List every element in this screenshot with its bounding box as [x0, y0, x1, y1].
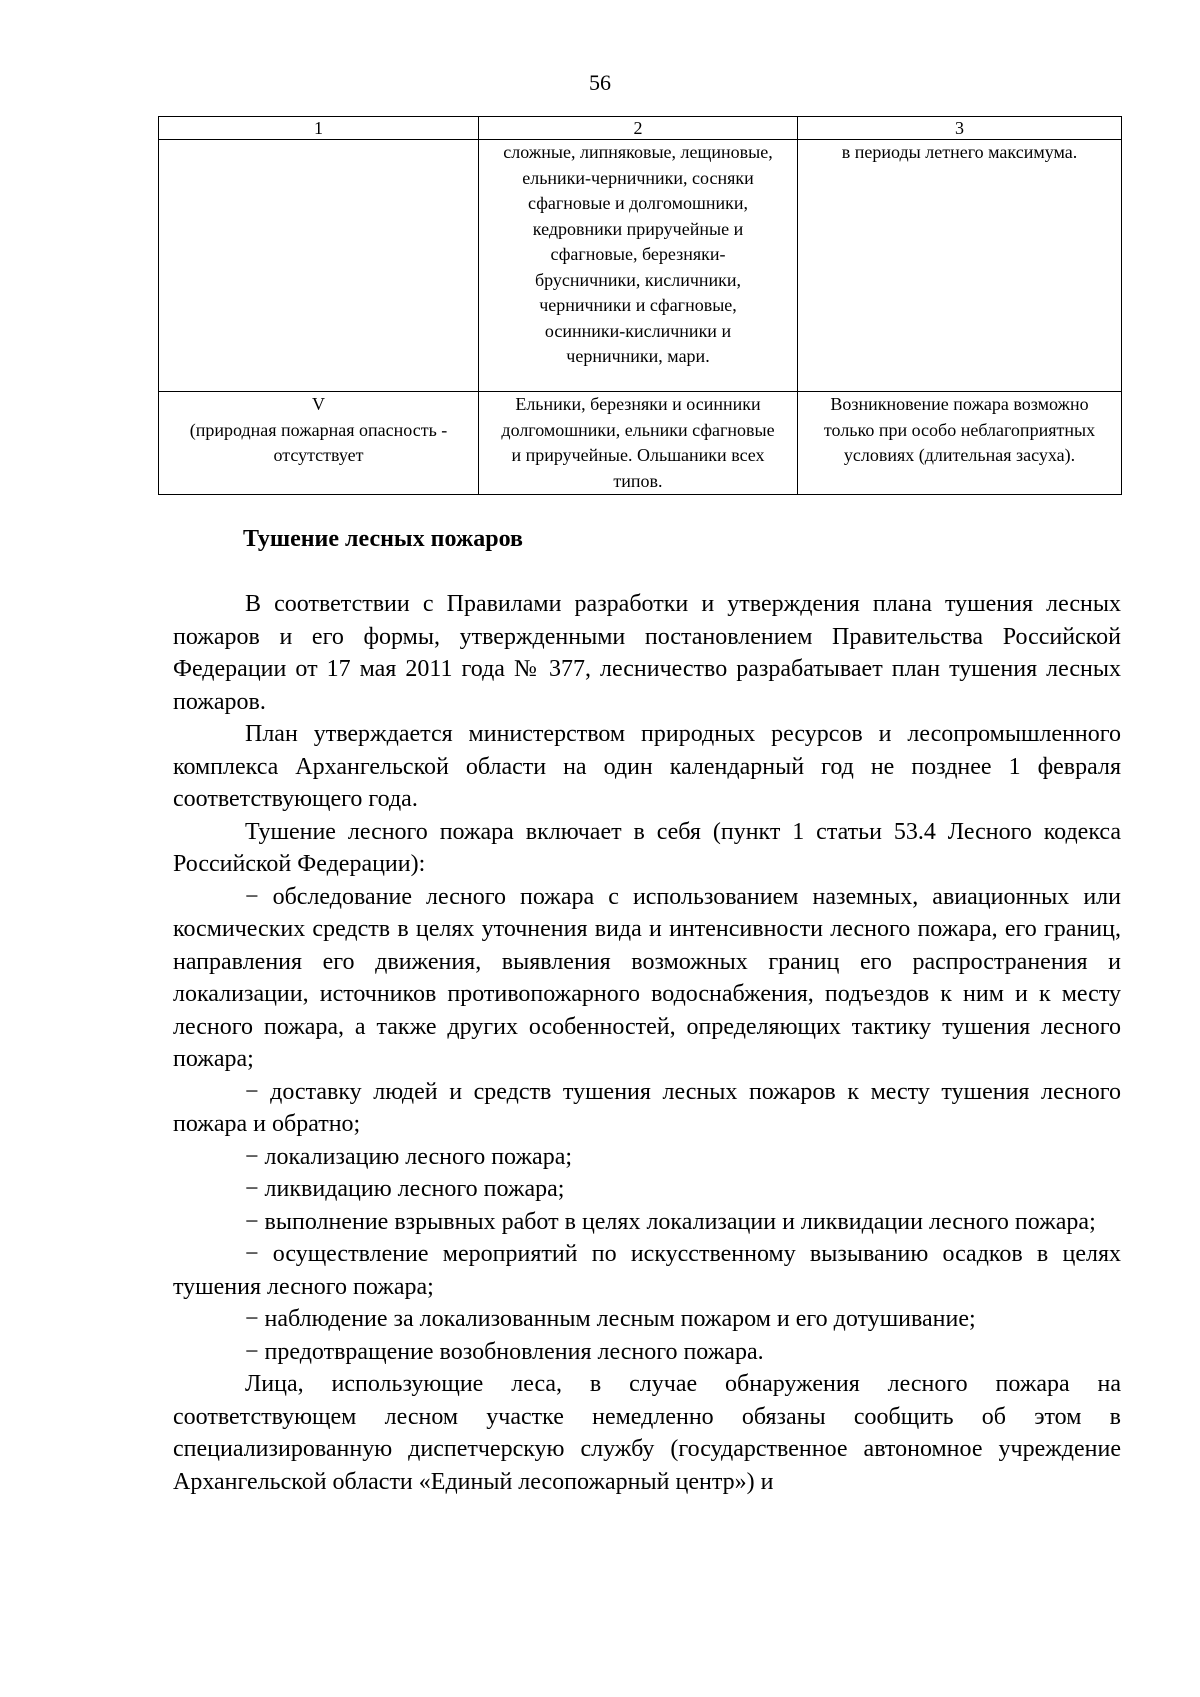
column-header-2: 2	[479, 117, 798, 140]
paragraph: Тушение лесного пожара включает в себя (пункт 1 статьи 53.4 Лесного кодекса Российской Федерации):	[173, 818, 1121, 877]
table-cell-forest-types: Ельники, березняки и осинники долгомошники, ельники сфагновые и приручейные. Ольшаники всех типов.	[479, 392, 798, 495]
table-cell-fire-conditions: Возникновение пожара возможно только при особо неблагоприятных условиях (длительная засуха).	[798, 392, 1122, 495]
table-cell-class	[159, 392, 479, 495]
list-item: − обследование лесного пожара с использованием наземных, авиационных или космических средств в целях уточнения вида и интенсивности лесного пожара, его границ, направления его движения, выявления возможных границ его распространения и локализации, источников противопожарного водоснабжения, подъездов к ним и к месту лесного пожара, а также других особенностей, определяющих тактику тушения лесного пожара;	[173, 883, 1121, 1072]
table-row	[159, 392, 1122, 495]
table-cell-forest-types: сложные, липняковые, лещиновые, ельники-черничники, сосняки сфагновые и долгомошники, кедровники приручейные и сфагновые, березняки-брусничники, кисличники, черничники и сфагновые, осинники-кисличники и черничники, мари.	[479, 140, 798, 392]
table-header-row	[159, 117, 1122, 140]
list-item: − осуществление мероприятий по искусственному вызыванию осадков в целях тушения лесного пожара;	[173, 1241, 1121, 1300]
fire-danger-table	[158, 116, 1122, 495]
list-item: − локализацию лесного пожара;	[245, 1143, 573, 1170]
paragraph: Лица, использующие леса, в случае обнаружения лесного пожара на соответствующем лесном участке немедленно обязаны сообщить об этом в специализированную диспетчерскую службу (государственное автономное учреждение Архангельской области «Единый лесопожарный центр») и	[173, 1371, 1121, 1495]
paragraph: План утверждается министерством природных ресурсов и лесопромышленного комплекса Архангельской области на один календарный год не позднее 1 февраля соответствующего года.	[173, 721, 1121, 812]
fire-class-number: V	[312, 394, 325, 414]
table-cell-fire-conditions: в периоды летнего максимума.	[798, 140, 1122, 392]
body-text	[173, 588, 1121, 1498]
column-header-1: 1	[159, 117, 479, 140]
table-row	[159, 140, 1122, 392]
column-header-3: 3	[798, 117, 1122, 140]
section-heading: Тушение лесных пожаров	[243, 526, 524, 552]
list-item: − ликвидацию лесного пожара;	[245, 1176, 565, 1202]
list-item: − выполнение взрывных работ в целях локализации и ликвидации лесного пожара;	[245, 1208, 1096, 1235]
list-item: − предотвращение возобновления лесного пожара.	[245, 1338, 764, 1365]
table-cell-class	[159, 140, 479, 392]
paragraph: В соответствии с Правилами разработки и утверждения плана тушения лесных пожаров и его формы, утвержденными постановлением Правительства Российской Федерации от 17 мая 2011 года № 377, лесничество разрабатывает план тушения лесных пожаров.	[173, 591, 1121, 715]
fire-class-description: (природная пожарная опасность - отсутствует	[189, 419, 448, 465]
list-item: − доставку людей и средств тушения лесных пожаров к месту тушения лесного пожара и обратно;	[173, 1078, 1121, 1137]
page-number: 56	[589, 70, 611, 95]
list-item: − наблюдение за локализованным лесным пожаром и его дотушивание;	[245, 1306, 976, 1332]
